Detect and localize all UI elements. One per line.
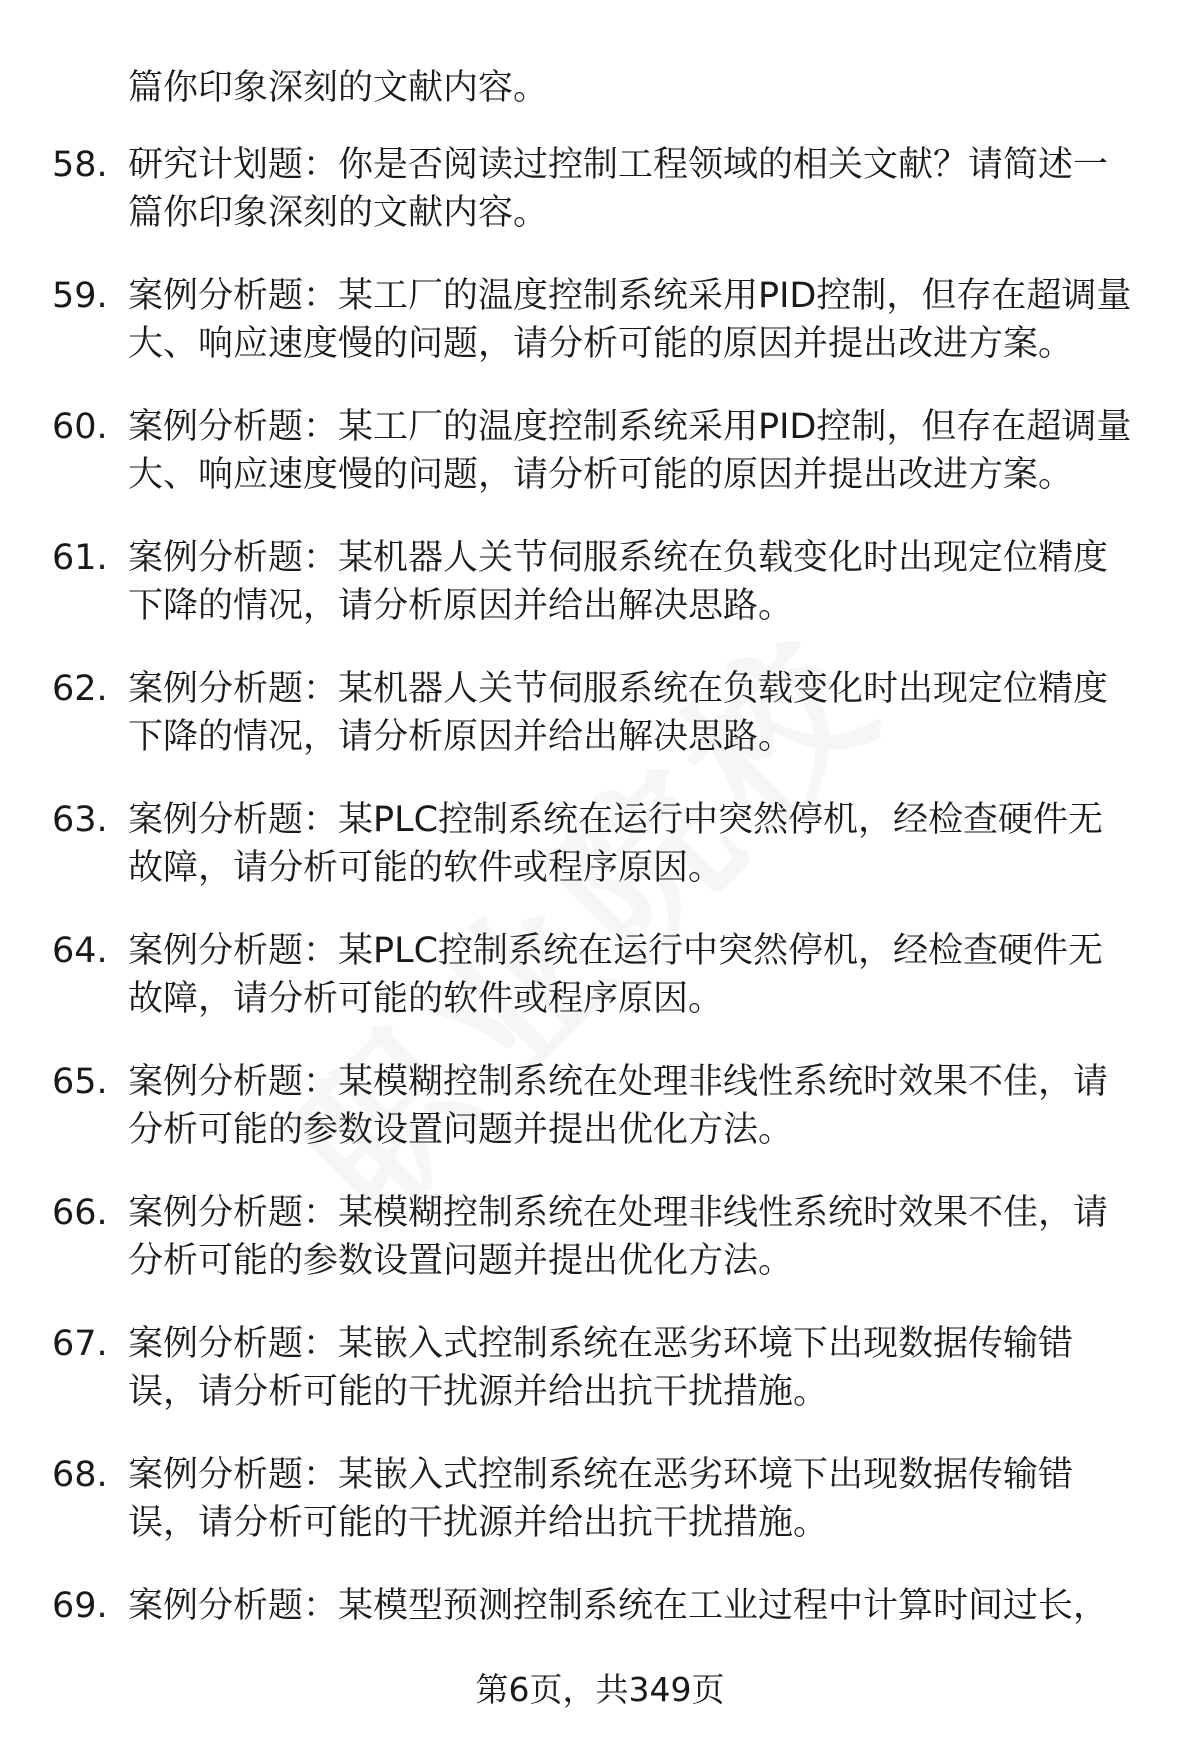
question-item [0,272,1200,403]
question-item [0,1320,1200,1451]
question-text: 案例分析题：某机器人关节伺服系统在负载变化时出现定位精度下降的情况，请分析原因并给出解决思路。 [128,538,1109,626]
question-number: 65. [52,1062,108,1102]
question-item [0,665,1200,796]
question-text: 案例分析题：某工厂的温度控制系统采用PID控制，但存在超调量大、响应速度慢的问题，请分析可能的原因并提出改进方案。 [128,407,1132,495]
question-text: 案例分析题：某模糊控制系统在处理非线性系统时效果不佳，请分析可能的参数设置问题并提出优化方法。 [128,1193,1109,1281]
question-text: 案例分析题：某嵌入式控制系统在恶劣环境下出现数据传输错误，请分析可能的干扰源并给出抗干扰措施。 [128,1455,1074,1543]
question-number: 68. [52,1455,108,1495]
question-text: 案例分析题：某PLC控制系统在运行中突然停机，经检查硬件无故障，请分析可能的软件或程序原因。 [128,931,1104,1019]
question-text: 案例分析题：某机器人关节伺服系统在负载变化时出现定位精度下降的情况，请分析原因并给出解决思路。 [128,669,1109,757]
question-item [0,141,1200,272]
question-item [0,1058,1200,1189]
continued-text: 篇你印象深刻的文献内容。 [128,68,549,108]
question-number: 67. [52,1324,108,1364]
question-item [0,403,1200,534]
question-number: 69. [52,1586,108,1626]
question-number: 62. [52,669,108,709]
question-number: 66. [52,1193,108,1233]
question-number: 64. [52,931,108,971]
question-text: 案例分析题：某工厂的温度控制系统采用PID控制，但存在超调量大、响应速度慢的问题，请分析可能的原因并提出改进方案。 [128,276,1132,364]
question-text: 案例分析题：某模型预测控制系统在工业过程中计算时间过长， [128,1586,1109,1626]
question-number: 58. [52,145,108,185]
question-item [0,1189,1200,1320]
question-item [0,796,1200,927]
question-item [0,927,1200,1058]
question-number: 60. [52,407,108,447]
question-number: 61. [52,538,108,578]
question-item [0,1451,1200,1582]
page-footer: 第6页，共349页 [475,1670,725,1709]
question-text: 案例分析题：某PLC控制系统在运行中突然停机，经检查硬件无故障，请分析可能的软件或程序原因。 [128,800,1104,888]
question-number: 63. [52,800,108,840]
question-number: 59. [52,276,108,316]
question-text: 案例分析题：某模糊控制系统在处理非线性系统时效果不佳，请分析可能的参数设置问题并提出优化方法。 [128,1062,1109,1150]
question-text: 案例分析题：某嵌入式控制系统在恶劣环境下出现数据传输错误，请分析可能的干扰源并给出抗干扰措施。 [128,1324,1074,1412]
question-text: 研究计划题：你是否阅读过控制工程领域的相关文献？请简述一篇你印象深刻的文献内容。 [128,145,1109,233]
question-list [0,141,1200,1713]
question-item [0,534,1200,665]
